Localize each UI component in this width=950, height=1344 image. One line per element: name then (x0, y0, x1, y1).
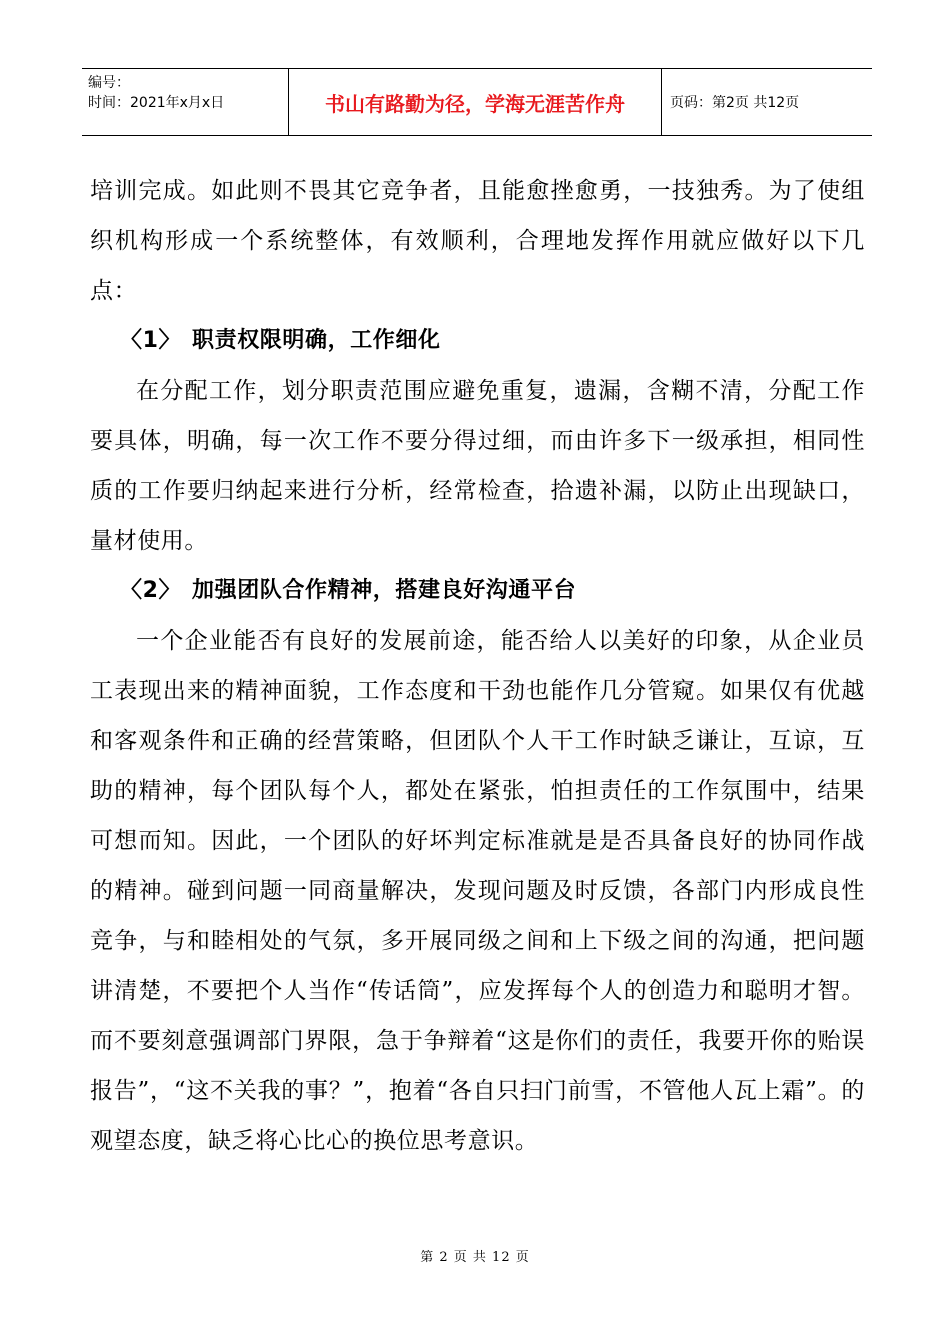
header-page-info: 页码：第2页 共12页 (662, 69, 873, 136)
section-heading-1 (90, 316, 865, 366)
section-heading-2 (90, 566, 865, 616)
document-body (90, 166, 865, 1166)
paragraph-teamwork: 一个企业能否有良好的发展前途，能否给人以美好的印象，从企业员工表现出来的精神面貌，工作态度和干劲也能作几分管窥。如果仅有优越和客观条件和正确的经营策略，但团队个人干工作时缺乏谦让，互谅，互助的精神，每个团队每个人，都处在紧张，怕担责任的工作氛围中，结果可想而知。因此，一个团队的好坏判定标准就是是否具备良好的协同作战的精神。碰到问题一同商量解决，发现问题及时反馈，各部门内形成良性竞争，与和睦相处的气氛，多开展同级之间和上下级之间的沟通，把问题讲清楚，不要把个人当作“传话筒”，应发挥每个人的创造力和聪明才智。而不要刻意强调部门界限，急于争辩着“这是你们的责任，我要开你的贻误报告”，“这不关我的事？”，抱着“各自只扫门前雪，不管他人瓦上霜”。的观望态度，缺乏将心比心的换位思考意识。 (90, 628, 865, 1154)
section-number-1: 〈1〉 (120, 328, 182, 353)
document-time-label: 时间：2021年x月x日 (88, 95, 225, 111)
document-number-label: 编号： (88, 75, 130, 91)
section-title-1: 职责权限明确，工作细化 (192, 328, 441, 353)
paragraph-duties: 在分配工作，划分职责范围应避免重复，遗漏，含糊不清，分配工作要具体，明确，每一次工作不要分得过细，而由许多下一级承担，相同性质的工作要归纳起来进行分析，经常检查，拾遗补漏，以防止出现缺口，量材使用。 (90, 378, 865, 554)
header-motto: 书山有路勤为径，学海无涯苦作舟 (289, 69, 662, 136)
section-title-2: 加强团队合作精神，搭建良好沟通平台 (192, 578, 577, 603)
section-number-2: 〈2〉 (120, 578, 182, 603)
header-meta (82, 69, 289, 136)
paragraph-intro: 培训完成。如此则不畏其它竞争者，且能愈挫愈勇，一技独秀。为了使组织机构形成一个系统整体，有效顺利，合理地发挥作用就应做好以下几点： (90, 178, 865, 304)
page-header (82, 68, 872, 136)
page-footer: 第 2 页 共 12 页 (420, 1250, 530, 1265)
